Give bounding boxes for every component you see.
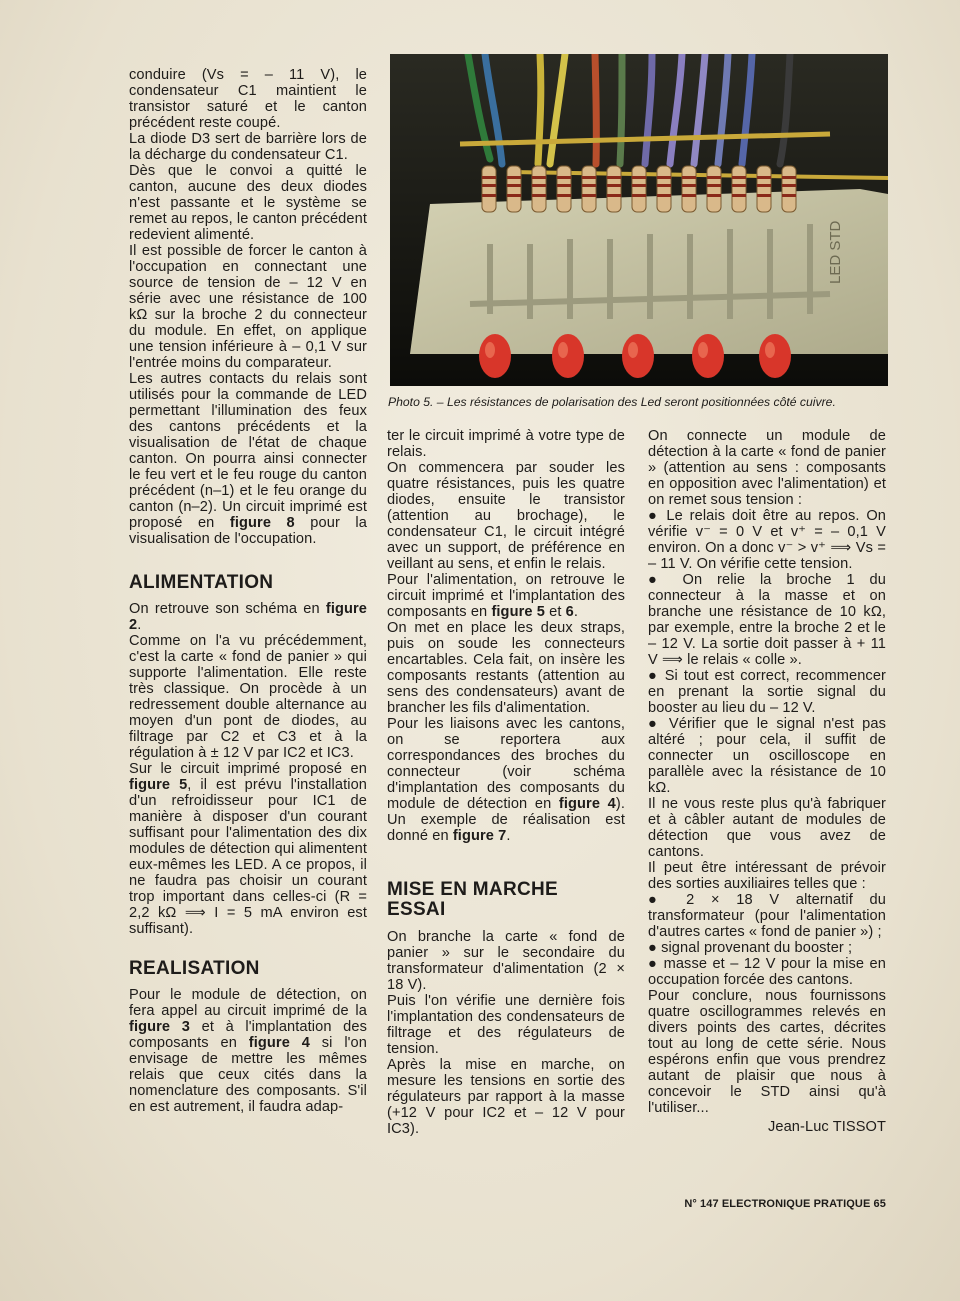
circuit-board-illustration [390, 54, 888, 386]
figure-reference: figure 8 [229, 515, 295, 531]
paragraph: Dès que le convoi a quitté le canton, aucune des deux diodes n'est passante et le système se remet au repos, le canton précédent redevient alimenté. [129, 163, 367, 243]
paragraph: La diode D3 sert de barrière lors de la décharge du condensateur C1. [129, 131, 367, 163]
paragraph: Il peut être intéressant de prévoir des sorties auxiliaires telles que : [648, 860, 886, 892]
paragraph: On connecte un module de détection à la carte « fond de panier » (attention au sens : composants en opposition avec l'alimentation) et on remet sous tension : [648, 428, 886, 508]
paragraph: Pour le module de détection, on fera appel au circuit imprimé de la figure 3 et à l'implantation des composants en figure 4 si l'on envisage de mettre les mêmes relais que ceux cités dans la nomenclature des composants. S'il en est autrement, il faudra adap- [129, 987, 368, 1115]
paragraph: Il est possible de forcer le canton à l'occupation en connectant une source de tension de – 12 V en série avec une résistance de 100 kΩ sur la broche 2 du connecteur du module. En effet, on applique une tension inférieure à – 0,1 V sur l'entrée moins du comparateur. [129, 243, 367, 371]
column-3 [648, 428, 886, 1135]
figure-reference: figure 7 [452, 828, 507, 844]
paragraph: Comme on l'a vu précédemment, c'est la carte « fond de panier » qui supporte l'alimentation. Elle reste très classique. On procède à un redressement double alternance au moyen d'un pont de diodes, au filtrage par C2 et C3 et à la régulation à ± 12 V par IC2 et IC3. [129, 633, 367, 761]
paragraph: Pour conclure, nous fournissons quatre oscillogrammes relevés en divers points des cartes, décrites tout au long de cette série. Nous espérons enfin que vous prendrez autant de plaisir que nous à concevoir le STD ainsi qu'à l'utiliser... [648, 988, 886, 1116]
circuit-board-photo [390, 54, 888, 386]
paragraph: Pour l'alimentation, on retrouve le circuit imprimé et l'implantation des composants en figure 5 et 6. [387, 572, 625, 620]
figure-reference: figure 4 [558, 796, 616, 812]
paragraph: Il ne vous reste plus qu'à fabriquer et à câbler autant de modules de détection que vous avez de cantons. [648, 796, 886, 860]
section-heading-mise-en-marche: MISE EN MARCHE ESSAI [387, 879, 558, 920]
paragraph: On retrouve son schéma en figure 2. [129, 601, 367, 633]
photo-caption: Photo 5. – Les résistances de polarisation des Led seront positionnées côté cuivre. [388, 395, 836, 409]
section-heading-alimentation: ALIMENTATION [129, 572, 274, 593]
section-heading-realisation: REALISATION [129, 958, 260, 979]
paragraph: Puis l'on vérifie une dernière fois l'implantation des condensateurs de filtrage et des régulateurs de tension. [387, 993, 625, 1057]
figure-reference: figure 3 [129, 1019, 190, 1035]
figure-reference: figure 4 [248, 1035, 310, 1051]
paragraph: conduire (Vs = – 11 V), le condensateur C1 maintient le transistor saturé et le canton précédent reste coupé. [129, 67, 367, 131]
figure-reference: figure 2 [129, 601, 367, 633]
bullet-item: ● masse et – 12 V pour la mise en occupation forcée des cantons. [648, 956, 886, 988]
figure-reference: figure 5 [491, 604, 545, 620]
paragraph: ter le circuit imprimé à votre type de relais. [387, 428, 625, 460]
bullet-item: ● 2 × 18 V alternatif du transformateur (pour l'alimentation d'autres cartes « fond de panier ») ; [648, 892, 886, 940]
bullet-item: ● On relie la broche 1 du connecteur à la masse et on branche une résistance de 10 kΩ, par exemple, entre la broche 2 et le – 12 V. La sortie doit passer à + 11 V ⟹ le relais « colle ». [648, 572, 886, 668]
paragraph: Après la mise en marche, on mesure les tensions en sortie des régulateurs par rapport à la masse (+12 V pour IC2 et – 12 V pour IC3). [387, 1057, 625, 1137]
bullet-item: ● Le relais doit être au repos. On vérifie v⁻ = 0 V et v⁺ = – 0,1 V environ. On a donc v⁻ > v⁺ ⟹ Vs = – 11 V. On vérifie cette tension. [648, 508, 886, 572]
paragraph: On commencera par souder les quatre résistances, puis les quatre diodes, ensuite le transistor (attention au brochage), le condensateur C1, le circuit intégré avec un support, de préférence en veillant au sens, et enfin le relais. [387, 460, 625, 572]
board-marking: LED STD [827, 220, 844, 284]
paragraph: Les autres contacts du relais sont utilisés pour la commande de LED permettant l'illumination des feux des cantons précédents et la visualisation de l'état de chaque canton. On pourra ainsi connecter le feu vert et le feu rouge du canton précédent (n–1) et le feu orange du canton (n–2). Un circuit imprimé est proposé en figure 8 pour la visualisation de l'occupation. [129, 371, 367, 547]
figure-reference: 6 [565, 604, 574, 620]
paragraph: On met en place les deux straps, puis on soude les connecteurs encartables. Cela fait, on insère les composants restants (attention au sens des condensateurs) avant de brancher les fils d'alimentation. [387, 620, 625, 716]
figure-reference: figure 5 [129, 777, 188, 793]
paragraph: Sur le circuit imprimé proposé en figure 5, il est prévu l'installation d'un refroidisseur pour IC1 de manière à disposer d'un courant suffisant pour l'alimentation des dix modules de détection qui alimentent eux-mêmes les LED. A ce propos, il ne faudra pas choisir un courant trop important dans celles-ci (R = 2,2 kΩ ⟹ I = 5 mA environ est suffisant). [129, 761, 368, 937]
author-signature: Jean-Luc TISSOT [767, 1119, 886, 1135]
column-1 [129, 67, 367, 1115]
page-footer: N° 147 ELECTRONIQUE PRATIQUE 65 [684, 1198, 886, 1210]
bullet-item: ● signal provenant du booster ; [648, 940, 853, 956]
paragraph: Pour les liaisons avec les cantons, on se reportera aux correspondances des broches du connecteur (voir schéma d'implantation des composants du module de détection en figure 4). Un exemple de réalisation est donné en figure 7. [387, 716, 625, 844]
bullet-item: ● Si tout est correct, recommencer en prenant la sortie signal du booster au lieu du – 12 V. [648, 668, 886, 716]
bullet-item: ● Vérifier que le signal n'est pas altéré ; pour cela, il suffit de connecter un oscilloscope en parallèle avec la résistance de 10 kΩ. [648, 716, 886, 796]
paragraph: On branche la carte « fond de panier » sur le secondaire du transformateur d'alimentation (2 × 18 V). [387, 929, 625, 993]
column-2 [387, 428, 625, 1137]
